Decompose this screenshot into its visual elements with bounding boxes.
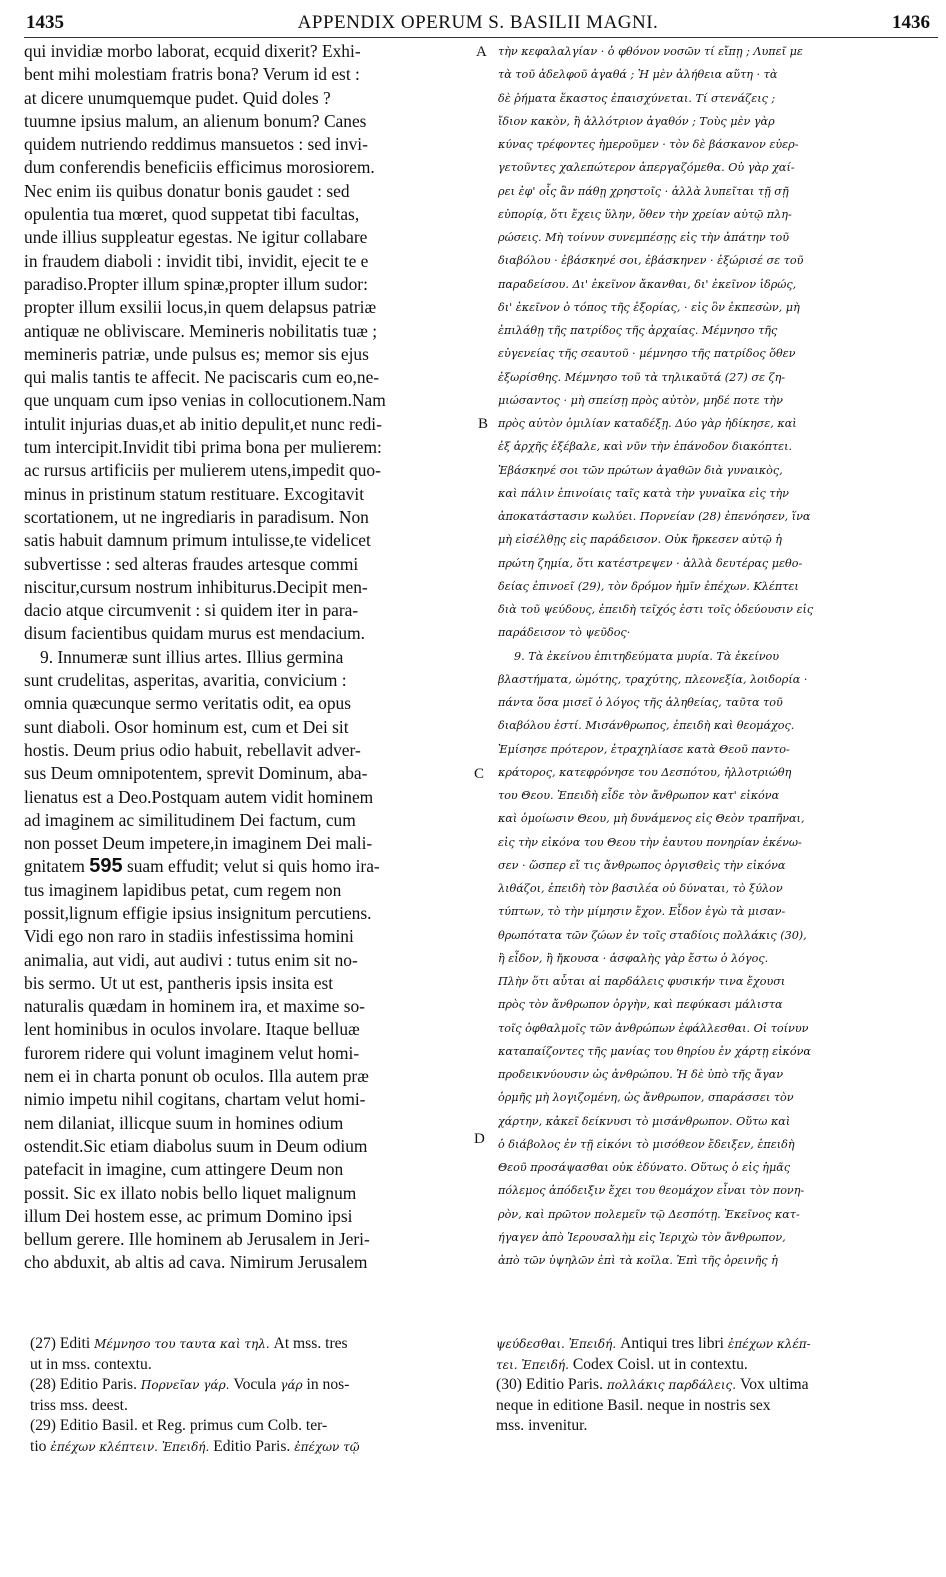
greek-line: του Θεου. Ἐπειδὴ εἶδε τὸν ἄνθρωπον κατ' εἰκόνα (498, 789, 780, 802)
latin-line: ad imaginem ac similitudinem Dei factum, cum (24, 809, 356, 830)
page-header (20, 8, 936, 38)
footnote-28 (30, 1375, 470, 1416)
greek-line: ρει ἐφ' οἷς ἂν πάθῃ χρηστοῖς · ἀλλὰ λυπεῖται τῇ σῇ (498, 184, 789, 198)
latin-line: lent hominibus in oculos involare. Itaque belluæ (24, 1019, 360, 1040)
footnote-29 (30, 1416, 470, 1457)
greek-line: διὰ τοῦ ψεύδους, ἐπειδὴ τεῖχός ἐστι τοῖς ὁδεύουσιν εἰς (498, 603, 814, 616)
latin-line: bis sermo. Ut ut est, pantheris ipsis insita est (24, 972, 334, 993)
latin-line: omnia quæcunque sermo veritatis odit, ea opus (24, 693, 351, 714)
greek-line: ὁρμῆς μὴ λογιζομένη, ὡς ἄνθρωπον, σπαράσσει τὸν (498, 1091, 794, 1105)
latin-line (24, 855, 470, 878)
latin-line: qui invidiæ morbo laborat, ecquid dixerit? Exhi- (24, 41, 361, 61)
footnote-27 (30, 1334, 470, 1375)
latin-line: qui malis tantis te affecit. Ne paciscaris cum eo,ne- (24, 367, 380, 388)
latin-line: bent mihi molestiam fratris bona? Verum id est : (24, 64, 360, 85)
latin-line: subvertisse : sed alteras fraudes artesque commi (24, 553, 359, 574)
latin-line: sunt crudelitas, asperitas, avaritia, convicium : (24, 670, 347, 691)
marker-a: A (476, 44, 487, 60)
latin-line: Nec enim iis quibus donatur bonis gaudet : sed (24, 180, 350, 201)
running-title: APPENDIX OPERUM S. BASILII MAGNI. (297, 12, 659, 33)
latin-line: ac rursus artificiis per mulierem utens,impedit quo- (24, 460, 381, 481)
footnote-greek: γάρ (280, 1378, 303, 1392)
latin-line: unde illius suppleatur egestas. Ne igitur collabare (24, 227, 368, 248)
latin-line: dacio atque circumvenit : si quidem iter in para- (24, 600, 359, 621)
greek-line: βλαστήματα, ὠμότης, τραχύτης, πλεονεξία, λοιδορία · (498, 672, 808, 686)
greek-line: ἴδιον κακὸν, ἢ ἀλλότριον ἀγαθόν ; Τοὺς μὲν γὰρ (498, 114, 775, 128)
footnote-greek: Πορνεῖαν γάρ. (140, 1378, 230, 1392)
latin-line: sunt diaboli. Osor hominum est, cum et Dei sit (24, 716, 349, 737)
latin-column (24, 40, 470, 1275)
margin-page-number: 595 (89, 855, 123, 878)
marker-b: B (478, 416, 489, 432)
footnote-greek: ἐπέχων κλέπτειν. Ἐπειδή. (50, 1439, 210, 1454)
greek-line: δὲ ῥήματα ἕκαστος ἐπαισχύνεται. Τί στενάζεις ; (498, 91, 776, 105)
footnote-29-cont (496, 1334, 926, 1375)
latin-line: at dicere unumquemque pudet. Quid doles ? (24, 87, 331, 108)
greek-line: πρὸς τὸν ἄνθρωπον ὀργὴν, καὶ πεφύκασι μάλιστα (498, 998, 783, 1012)
greek-line: εἰς τὴν εἰκόνα του Θεου τὴν ἑαυτου πονηρίαν ἐκένω- (498, 835, 802, 849)
greek-line: κύνας τρέφοντες ἡμεροῦμεν · τὸν δὲ βάσκανον εὐερ- (498, 138, 799, 151)
footnote-text: (29) Editio Basil. et Reg. primus cum Colb. ter- (30, 1417, 328, 1434)
latin-line: quidem nutriendo reddimus mansuetos : sed invi- (24, 134, 368, 155)
page-number-left: 1435 (26, 12, 64, 33)
greek-line: παράδεισον τὸ ψεῦδος· (498, 626, 631, 640)
latin-line: bellum gerere. Ille hominem ab Jerusalem in Jeri- (24, 1229, 370, 1250)
greek-line: Ἐβάσκηνέ σοι τῶν πρώτων ἀγαθῶν διὰ γυναικὸς, (498, 463, 783, 477)
latin-line: antiquæ ne obliviscare. Memineris nobilitatis tuæ ; (24, 320, 378, 341)
greek-line: ἐπιλάθῃ τῆς πατρίδος τῆς ἀρχαίας. Μέμνησο τῆς (498, 324, 778, 337)
greek-line: διαβόλου ἐστί. Μισάνθρωπος, ἐπειδὴ καὶ θεομάχος. (498, 719, 795, 733)
greek-line: Πλὴν ὅτι αὗται αἱ παρδάλεις φυσικήν τινα ἔχουσι (498, 975, 786, 988)
footnote-text: Vocula (229, 1376, 281, 1393)
latin-line: sus Deum omnipotentem, sprevit Dominum, aba- (24, 763, 368, 784)
greek-line: παραδείσου. Δι' ἐκεῖνον ἄκανθαι, δι' ἐκεῖνον ἱδρώς, (498, 277, 797, 291)
footnote-text: Vox ultima (736, 1376, 809, 1393)
latin-line: furorem ridere qui volunt imaginem velut homi- (24, 1042, 360, 1063)
greek-line: Ἐμίσησε πρότερον, ἐτραχηλίασε κατὰ Θεοῦ παντο- (498, 742, 790, 756)
greek-line: πρὸς αὐτὸν ὁμιλίαν καταδέξῃ. Δύο γὰρ ἠδίκησε, καὶ (498, 417, 797, 430)
latin-line: nem dilaniat, illicque suum in homines odium (24, 1112, 344, 1133)
greek-line: ήγαγεν ἀπὸ Ἱερουσαλὴμ εἰς Ἱεριχὼ τὸν ἄνθρωπον, (498, 1230, 786, 1244)
latin-line: illum Dei hostem esse, ac primum Domino ipsi (24, 1205, 353, 1226)
footnotes-right (496, 1334, 926, 1437)
footnote-greek: πολλάκις παρδάλεις. (606, 1378, 737, 1392)
latin-line: tus imaginem lapidibus petat, cum regem non (24, 879, 342, 900)
marker-c: C (474, 766, 485, 782)
greek-line: ἀπὸ τῶν ὑψηλῶν ἐπὶ τὰ κοῖλα. Ἐπὶ τῆς ὀρεινῆς ἡ (498, 1254, 778, 1267)
footnote-text: At mss. tres (269, 1335, 348, 1352)
greek-line: εὐπορίᾳ, ὅτι ἔχεις ὕλην, ὅθεν τὴν χρείαν αὐτῷ πλη- (498, 207, 792, 221)
footnote-30 (496, 1375, 926, 1437)
greek-line: ἐξωρίσθης. Μέμνησο τοῦ τὰ τηλικαῦτά (27) σε ζη- (498, 370, 786, 384)
greek-line: 9. Τὰ ἐκείνου ἐπιτηδεύματα μυρία. Τὰ ἐκείνου (514, 649, 780, 663)
footnote-greek: ἐπέχων τῷ (294, 1439, 360, 1454)
greek-line: πόλεμος ἀπόδειξιν ἔχει του θεομάχον εἶναι τὸν πονη- (498, 1184, 805, 1198)
greek-line: τύπτων, τὸ τὴν μίμησιν ἔχον. Εἶδον ἐγὼ τὰ μισαν- (498, 905, 786, 919)
latin-line: cho abduxit, ab altis ad cava. Nimirum Jerusalem (24, 1252, 368, 1273)
greek-line: πάντα ὅσα μισεῖ ὁ λόγος τῆς ἀληθείας, ταῦτα τοῦ (498, 696, 783, 709)
greek-line: προδεικνύουσιν ὡς ἀνθρώπου. Ἡ δὲ ὑπὸ τῆς ἄγαν (498, 1068, 784, 1081)
latin-line-rest: suam effudit; velut si quis homo ira- (126, 856, 380, 877)
greek-line: ἐξ ἀρχῆς ἐξέβαλε, καὶ νῦν τὴν ἐπάνοδον διακόπτει. (498, 440, 793, 454)
latin-line: niscitur,cursum nostrum inhibiturus.Decipit men- (24, 576, 368, 597)
footnote-text: (27) Editi (30, 1335, 95, 1352)
latin-line: animalia, aut vidi, aut audivi : tutus enim sit no- (24, 949, 358, 970)
footnote-text: ut in mss. contextu. (30, 1355, 152, 1373)
greek-line: μιώσαντος · μὴ σπείσῃ πρὸς αὐτὸν, μηδέ ποτε τὴν (498, 393, 783, 407)
latin-line: tuumne ipsius malum, an alienum bonum? Canes (24, 110, 367, 131)
footnotes-left (30, 1334, 470, 1457)
latin-line: hostis. Deum prius odio habuit, rebellavit adver- (24, 739, 361, 760)
greek-line: τοῖς ὀφθαλμοῖς τῶν ἀνθρώπων ἐφάλλεσθαι. Οἱ τοίνυν (498, 1021, 809, 1035)
header-rule (24, 37, 938, 38)
greek-line: λιθάζοι, ἐπειδὴ τὸν βασιλέα οὐ δύναται, τὸ ξύλον (498, 882, 783, 895)
latin-line: lienatus est a Deo.Postquam autem vidit hominem (24, 786, 374, 807)
footnote-text: (30) Editio Paris. (496, 1376, 607, 1393)
latin-line: propter illum exsilii locus,in quem delapsus patriæ (24, 297, 377, 318)
latin-line: in fraudem diaboli : invidit tibi, invidit, ejecit te e (24, 250, 369, 271)
greek-line: ἢ εἶδον, ἢ ἤκουσα · ἀσφαλὴς γὰρ ἔστω ὁ λόγος. (498, 951, 769, 965)
footnote-greek: Μέμνησο του ταυτα καὶ τηλ. (94, 1337, 270, 1351)
greek-line: χάρτην, κἀκεῖ δείκνυσι τὸ μισάνθρωπον. Οὕτω καὶ (498, 1114, 791, 1128)
greek-line: ρώσεις. Μὴ τοίνυν συνεμπέσῃς εἰς τὴν ἀπάτην τοῦ (498, 231, 790, 244)
latin-line: paradiso.Propter illum spinæ,propter illum sudor: (24, 273, 368, 294)
page-number-right: 1436 (892, 12, 930, 33)
greek-line: ρὸν, καὶ πρῶτον πολεμεῖν τῷ Δεσπότῃ. Ἐκεῖνος κατ- (498, 1207, 800, 1221)
latin-line: naturalis quædam in hominem ira, et maxime so- (24, 996, 365, 1017)
greek-line: δείας ἐπινοεῖ (29), τὸν δρόμον ἡμῖν ἐπέχων. Κλέπτει (498, 579, 799, 593)
footnote-text: Editio Paris. (209, 1437, 295, 1455)
footnote-greek: ψεύδεσθαι. Ἐπειδή. (496, 1337, 617, 1351)
latin-line: nimio impetu nihil cogitans, chartam velut homi- (24, 1089, 366, 1110)
greek-line: καὶ πάλιν ἐπινοίαις ταῖς κατὰ τὴν γυναῖκα εἰς τὴν (498, 486, 789, 500)
greek-line: κράτορος, κατεφρόνησε του Δεσπότου, ἠλλοτριώθη (498, 765, 792, 779)
latin-line: que unquam cum ipso venias in collocutionem.Nam (24, 390, 386, 411)
greek-line: θρωπότατα τῶν ζώων ἐν τοῖς σταδίοις πολλάκις (30), (498, 928, 807, 942)
greek-line: δι' ἐκεῖνον ὁ τόπος τῆς ἐξορίας, · εἰς ὃν ἐκπεσὼν, μὴ (498, 300, 800, 314)
footnote-text: (28) Editio Paris. (30, 1376, 141, 1393)
footnote-text: triss mss. deest. (30, 1396, 128, 1414)
latin-line: opulentia tua mœret, quod suppetat tibi facultas, (24, 204, 360, 225)
latin-line: possit,lignum effigie ipsius insignitum percutiens. (24, 902, 372, 923)
greek-line: καταπαίζοντες τῆς μανίας του θηρίου ἐν χάρτῃ εἰκόνα (498, 1044, 811, 1058)
latin-line: 9. Innumeræ sunt illius artes. Illius germina (40, 646, 344, 667)
greek-line: καὶ ὁμοίωσιν Θεου, μὴ δυνάμενος εἰς Θεὸν τραπῆναι, (498, 812, 805, 826)
greek-line: μὴ εἰσέλθῃς εἰς παράδεισον. Οὐκ ἤρκεσεν αὐτῷ ἡ (498, 533, 782, 547)
greek-line: ἀποκατάστασιν κωλύει. Πορνείαν (28) ἐπενόησεν, ἵνα (498, 510, 811, 523)
latin-line: patefacit in imagine, cum attingere Deum non (24, 1159, 344, 1180)
marker-d: D (474, 1131, 485, 1147)
greek-line: ὁ διάβολος ἐν τῇ εἰκόνι τὸ μισόθεον ἔδειξεν, ἐπειδὴ (498, 1137, 795, 1151)
latin-line: Vidi ego non raro in stadiis infestissima homini (24, 926, 354, 947)
latin-line: non posset Deum impetere,in imaginem Dei mali- (24, 833, 373, 854)
footnote-greek: ἐπέχων κλέπ- (727, 1337, 811, 1351)
latin-line: disum facientibus quidam murus est mendacium. (24, 623, 365, 644)
latin-line: intulit injurias duas,et ab initio depulit,et nunc redi- (24, 413, 382, 434)
greek-column (498, 40, 930, 1272)
latin-line: tum intercipit.Invidit tibi prima bona per mulierem: (24, 437, 382, 458)
greek-line: τὴν κεφαλαλγίαν · ὁ φθόνον νοσῶν τί εἴπῃ ; Λυπεῖ με (498, 45, 803, 58)
greek-line: εὐγενείας τῆς σεαυτοῦ · μέμνησο τῆς πατρίδος ὅθεν (498, 347, 796, 361)
latin-line: minus in pristinum statum restituare. Excogitavit (24, 483, 365, 504)
latin-line: ostendit.Sic etiam diabolus suum in Deum odium (24, 1135, 368, 1156)
greek-line: σεν · ὥσπερ εἴ τις ἄνθρωπος ὀργισθεὶς τὴν εἰκόνα (498, 858, 786, 872)
latin-line: dum conferendis beneficiis efficimus morosiorem. (24, 157, 375, 178)
latin-line: possit. Sic ex illato nobis bello liquet malignum (24, 1182, 357, 1203)
footnote-text: in nos- (302, 1376, 350, 1393)
footnote-text: tio (30, 1437, 51, 1455)
latin-line: satis habuit damnum primum intulisse,te videlicet (24, 530, 371, 551)
footnote-greek: τει. Ἐπειδή. (496, 1357, 569, 1372)
footnote-text: Antiqui tres libri (616, 1335, 728, 1352)
greek-line: γετοῦντες χαλεπώτερον ἀπεργαζόμεθα. Οὐ γὰρ χαί- (498, 161, 795, 175)
footnote-text: mss. invenitur. (496, 1417, 588, 1434)
latin-line: scortationem, ut ne ingrediaris in paradisum. Non (24, 506, 369, 527)
greek-line: πρώτη ζημία, ὅτι κατέστρεψεν · ἀλλὰ δευτέρας μεθο- (498, 556, 803, 570)
latin-line: memineris patriæ, unde pulsus es; memor sis ejus (24, 343, 369, 364)
latin-line: nem ei in charta ponunt ob oculos. Illa autem præ (24, 1066, 369, 1087)
footnote-text: Codex Coisl. ut in contextu. (568, 1355, 748, 1373)
greek-line: Θεοῦ προσάψασθαι οὐκ ἐδύνατο. Οὕτως ὁ εἰς ἡμᾶς (498, 1161, 791, 1174)
greek-line: τὰ τοῦ ἀδελφοῦ ἀγαθά ; Ἡ μὲν ἀλήθεια αὕτη · τὰ (498, 68, 778, 82)
latin-line-prefix: gnitatem (24, 856, 85, 877)
greek-line: διαβόλου · ἐβάσκηνέ σοι, ἐβάσκηνεν · ἐξώρισέ σε τοῦ (498, 254, 804, 268)
footnote-text: neque in editione Basil. neque in nostris sex (496, 1396, 771, 1414)
